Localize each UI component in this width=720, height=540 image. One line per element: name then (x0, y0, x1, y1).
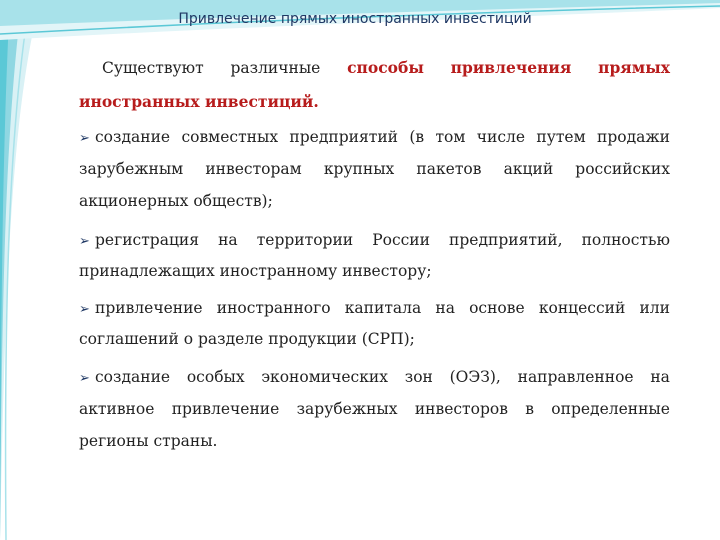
arrow-right-icon: ➢ (79, 302, 90, 317)
word: на (650, 368, 670, 386)
bullet-word-group (79, 297, 203, 321)
decorative-swoosh-left (0, 0, 90, 540)
word: определенные (551, 400, 670, 418)
bullet-word-group (79, 366, 170, 390)
word: России (372, 231, 430, 249)
word: (в (409, 128, 425, 146)
arrow-right-icon: ➢ (79, 131, 90, 146)
word: активное (79, 400, 155, 418)
word: инвесторам (205, 160, 302, 178)
intro-line (102, 57, 670, 79)
arrow-right-icon: ➢ (79, 234, 90, 249)
word: в (525, 400, 534, 418)
bullet-line (79, 229, 670, 251)
intro-word-highlight: привлечения (450, 58, 572, 77)
bullet-word-group (79, 126, 170, 150)
word: принадлежащих иностранному инвестору; (79, 262, 432, 280)
bullet-line (79, 430, 670, 452)
arrow-right-icon: ➢ (79, 371, 90, 386)
bullet-line (79, 190, 670, 212)
bullet-line (79, 398, 670, 420)
word: создание (95, 368, 171, 386)
word: экономических (261, 368, 388, 386)
page-title: Привлечение прямых иностранных инвестиций (178, 11, 532, 27)
word: концессий (538, 299, 626, 317)
word: акций (503, 160, 554, 178)
bullet-item (79, 297, 670, 350)
title-bar (30, 6, 680, 32)
bullet-word-group (79, 229, 199, 253)
word: территории (256, 231, 354, 249)
word: привлечение (171, 400, 280, 418)
word: на (218, 231, 238, 249)
bullet-item (79, 366, 670, 452)
intro-word: различные (230, 59, 321, 77)
word: полностью (581, 231, 670, 249)
word: основе (469, 299, 525, 317)
word: направленное (517, 368, 634, 386)
word: крупных (323, 160, 395, 178)
word: совместных (181, 128, 279, 146)
word: зарубежных (296, 400, 398, 418)
word: зарубежным (79, 160, 184, 178)
word: пакетов (416, 160, 482, 178)
word: путем (536, 128, 586, 146)
word: предприятий, (449, 231, 563, 249)
intro-word-highlight: способы (347, 58, 424, 77)
bullet-line (79, 297, 670, 319)
bullet-line (79, 328, 670, 350)
intro-word-highlight: прямых (598, 58, 670, 77)
bullet-line (79, 126, 670, 148)
word: российских (575, 160, 670, 178)
word: числе (476, 128, 526, 146)
bullet-line (79, 158, 670, 180)
bullet-line (79, 260, 670, 282)
intro-word: Существуют (102, 59, 204, 77)
word: том (435, 128, 466, 146)
bullet-item (79, 126, 670, 212)
word: привлечение (95, 299, 203, 317)
intro-continuation: иностранных инвестиций. (79, 92, 319, 111)
word: регистрация (95, 231, 200, 249)
word: иностранного (216, 299, 331, 317)
word: или (639, 299, 670, 317)
word: акционерных обществ); (79, 192, 273, 210)
word: создание (95, 128, 171, 146)
word: (ОЭЗ), (449, 368, 501, 386)
word: капитала (344, 299, 422, 317)
word: на (435, 299, 455, 317)
bullet-item (79, 229, 670, 282)
bullet-line (79, 366, 670, 388)
word: инвесторов (414, 400, 508, 418)
word: зон (404, 368, 433, 386)
word: предприятий (289, 128, 398, 146)
word: продажи (597, 128, 670, 146)
word: особых (186, 368, 245, 386)
word: соглашений о разделе продукции (СРП); (79, 330, 415, 348)
word: регионы страны. (79, 432, 218, 450)
